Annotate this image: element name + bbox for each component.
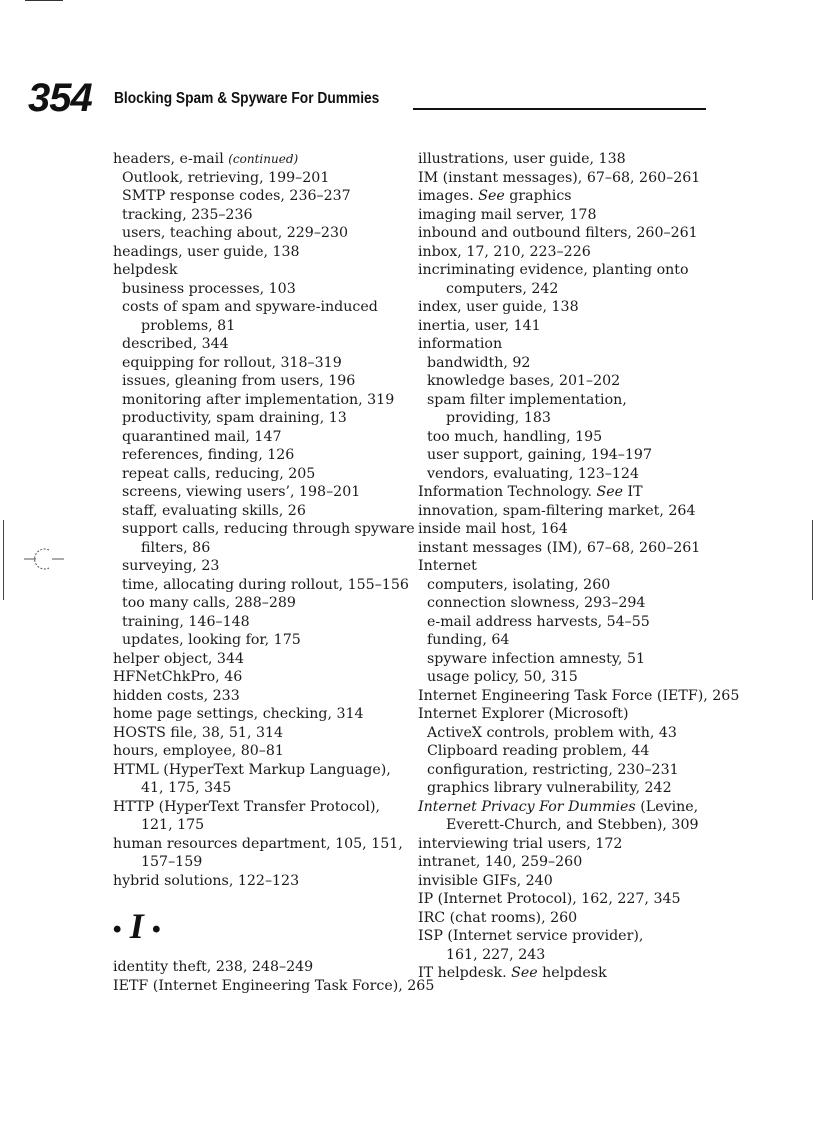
section-dot-right: • — [152, 916, 161, 944]
index-entry — [418, 520, 718, 539]
page-number: 354 — [28, 76, 92, 120]
index-entry — [113, 187, 409, 206]
entry-text: IM (instant messages), 67–68, 260–261 — [418, 169, 701, 186]
entry-text: time, allocating during rollout, 155–156 — [122, 576, 409, 593]
index-entry — [418, 206, 718, 225]
index-entry — [113, 958, 409, 977]
entry-text: identity theft, 238, 248–249 — [113, 959, 314, 975]
index-entry — [113, 502, 409, 521]
section-heading-i — [113, 900, 409, 952]
entry-text: too much, handling, 195 — [427, 428, 603, 445]
entry-text: vendors, evaluating, 123–124 — [427, 465, 639, 482]
index-entry — [113, 650, 409, 669]
entry-text: Everett-Church, and Stebben), 309 — [446, 817, 699, 833]
entry-text: user support, gaining, 194–197 — [427, 447, 652, 463]
entry-text: headings, user guide, 138 — [113, 243, 300, 260]
book-title: Blocking Spam & Spyware For Dummies — [114, 90, 380, 107]
index-entry — [418, 243, 718, 262]
index-entry — [418, 631, 718, 650]
index-entry — [418, 816, 718, 835]
entry-text: too many calls, 288–289 — [122, 595, 296, 611]
entry-text: hybrid solutions, 122–123 — [113, 872, 300, 889]
index-entry — [418, 169, 718, 188]
header-rule — [413, 108, 706, 110]
see-target: graphics — [509, 188, 572, 204]
index-entry — [113, 169, 409, 188]
index-entry — [113, 206, 409, 225]
index-entry — [418, 872, 718, 891]
entry-text: inertia, user, 141 — [418, 317, 541, 334]
index-entry — [113, 631, 409, 650]
index-entry — [113, 280, 409, 299]
entry-text: surveying, 23 — [122, 558, 220, 574]
entry-text: support calls, reducing through spyware — [122, 521, 415, 537]
section-i-entries — [113, 958, 435, 995]
index-entry — [113, 317, 409, 336]
entry-text: intranet, 140, 259–260 — [418, 854, 583, 870]
entry-text: IRC (chat rooms), 260 — [418, 909, 578, 926]
left-entries — [113, 150, 415, 890]
entry-text: users, teaching about, 229–230 — [122, 225, 348, 241]
index-entry — [113, 613, 409, 632]
index-entry — [113, 520, 415, 539]
entry-text: filters, 86 — [141, 539, 211, 556]
index-entry — [418, 576, 718, 595]
entry-text: Information Technology. — [418, 484, 592, 500]
entry-text: references, finding, 126 — [122, 447, 295, 463]
entry-text: interviewing trial users, 172 — [418, 835, 623, 852]
entry-text: HOSTS file, 38, 51, 314 — [113, 724, 284, 741]
index-entry — [418, 613, 718, 632]
entry-text: Clipboard reading problem, 44 — [427, 743, 650, 759]
entry-text: IP (Internet Protocol), 162, 227, 345 — [418, 891, 681, 907]
index-entry — [418, 317, 718, 336]
index-entry — [418, 372, 718, 391]
entry-text: hours, employee, 80–81 — [113, 743, 284, 759]
entry-text: knowledge bases, 201–202 — [427, 373, 621, 389]
index-entry — [418, 428, 718, 447]
index-entry — [113, 428, 409, 447]
index-entry — [113, 409, 409, 428]
index-entry — [418, 890, 718, 909]
index-entry — [418, 539, 718, 558]
index-entry — [113, 594, 409, 613]
entry-text: spyware infection amnesty, 51 — [427, 650, 645, 667]
index-entry — [418, 409, 718, 428]
index-entry — [113, 243, 409, 262]
entry-text: monitoring after implementation, 319 — [122, 391, 395, 408]
entry-text: Outlook, retrieving, 199–201 — [122, 169, 330, 186]
index-entry — [418, 909, 718, 928]
index-entry — [113, 742, 409, 761]
index-entry — [113, 298, 409, 317]
index-entry — [418, 150, 718, 169]
entry-continued: (continued) — [228, 152, 299, 166]
registration-mark-icon — [22, 546, 66, 572]
entry-text: computers, isolating, 260 — [427, 576, 611, 593]
entry-text: business processes, 103 — [122, 280, 296, 297]
entry-title-italic: Internet Privacy For Dummies — [418, 798, 636, 815]
index-entry — [418, 798, 718, 817]
entry-text: HTML (HyperText Markup Language), — [113, 761, 391, 778]
index-entry — [113, 446, 409, 465]
index-entry — [113, 576, 409, 595]
index-entry — [113, 224, 409, 243]
index-entry — [418, 964, 718, 983]
entry-text: human resources department, 105, 151, — [113, 835, 403, 852]
entry-text: screens, viewing users’, 198–201 — [122, 484, 361, 500]
index-entry — [418, 502, 718, 521]
see-reference: See — [478, 188, 505, 204]
entry-text: connection slowness, 293–294 — [427, 595, 646, 611]
entry-text: headers, e-mail — [113, 151, 224, 167]
entry-text: e-mail address harvests, 54–55 — [427, 613, 650, 630]
index-entry — [113, 872, 409, 891]
index-entry — [113, 977, 435, 996]
entry-text: updates, looking for, 175 — [122, 632, 301, 648]
index-entry — [418, 391, 718, 410]
entry-text: information — [418, 336, 503, 352]
entry-text: invisible GIFs, 240 — [418, 872, 553, 889]
entry-text: described, 344 — [122, 336, 229, 352]
entry-text: problems, 81 — [141, 317, 236, 334]
entry-text: productivity, spam draining, 13 — [122, 410, 347, 426]
index-entry — [418, 927, 718, 946]
index-entry — [418, 742, 718, 761]
entry-text: ActiveX controls, problem with, 43 — [427, 724, 677, 741]
entry-text: helper object, 344 — [113, 650, 245, 667]
index-entry — [113, 465, 409, 484]
entry-text: (Levine, — [640, 798, 699, 815]
index-column-left — [113, 150, 435, 995]
index-entry — [418, 465, 718, 484]
index-entry — [113, 354, 409, 373]
entry-text: incriminating evidence, planting onto — [418, 262, 689, 278]
index-entry — [418, 724, 718, 743]
index-entry — [113, 761, 409, 780]
entry-text: providing, 183 — [446, 410, 551, 426]
entry-text: bandwidth, 92 — [427, 354, 531, 371]
index-entry — [418, 335, 718, 354]
entry-text: HFNetChkPro, 46 — [113, 669, 243, 685]
entry-text: SMTP response codes, 236–237 — [122, 188, 351, 204]
see-reference: See — [596, 484, 624, 500]
index-entry — [113, 835, 409, 854]
index-entry — [113, 798, 409, 817]
index-entry — [113, 261, 409, 280]
index-entry — [418, 835, 718, 854]
index-column-right — [418, 150, 740, 983]
entry-text: images. — [418, 188, 474, 204]
index-entry — [418, 594, 718, 613]
entry-text: home page settings, checking, 314 — [113, 706, 364, 722]
entry-text: Internet Engineering Task Force (IETF), 265 — [418, 687, 740, 704]
entry-text: 157–159 — [141, 854, 203, 870]
index-entry — [113, 724, 409, 743]
entry-text: funding, 64 — [427, 632, 510, 648]
index-entry — [113, 779, 409, 798]
entry-text: IETF (Internet Engineering Task Force), 265 — [113, 977, 435, 994]
index-entry — [113, 853, 409, 872]
see-reference: See — [511, 965, 538, 981]
index-entry — [418, 483, 718, 502]
index-entry — [418, 668, 718, 687]
entry-text: staff, evaluating skills, 26 — [122, 502, 306, 519]
entry-text: repeat calls, reducing, 205 — [122, 465, 316, 482]
index-entry — [418, 650, 718, 669]
entry-text: 121, 175 — [141, 817, 205, 833]
index-entry — [113, 335, 409, 354]
index-entry — [418, 224, 718, 243]
entry-text: index, user guide, 138 — [418, 299, 579, 315]
entry-text: ISP (Internet service provider), — [418, 928, 644, 944]
entry-text: 41, 175, 345 — [141, 780, 232, 796]
entry-text: HTTP (HyperText Transfer Protocol), — [113, 798, 381, 815]
entry-text: instant messages (IM), 67–68, 260–261 — [418, 539, 701, 556]
entry-text: Internet — [418, 558, 477, 574]
index-entry — [113, 150, 409, 169]
index-entry — [113, 539, 409, 558]
index-entry — [113, 391, 409, 410]
entry-text: spam filter implementation, — [427, 391, 627, 408]
entry-text: Internet Explorer (Microsoft) — [418, 706, 629, 722]
entry-text: equipping for rollout, 318–319 — [122, 354, 342, 371]
entry-text: configuration, restricting, 230–231 — [427, 761, 679, 778]
entry-text: illustrations, user guide, 138 — [418, 151, 626, 167]
entry-text: computers, 242 — [446, 280, 559, 297]
index-entry — [418, 853, 718, 872]
index-entry — [113, 816, 409, 835]
index-entry — [418, 705, 718, 724]
index-entry — [113, 705, 409, 724]
index-entry — [113, 687, 409, 706]
index-entry — [113, 557, 409, 576]
index-entry — [418, 557, 718, 576]
entry-text: tracking, 235–236 — [122, 206, 253, 223]
entry-text: imaging mail server, 178 — [418, 206, 597, 223]
entry-text: innovation, spam-filtering market, 264 — [418, 502, 696, 519]
entry-text: costs of spam and spyware-induced — [122, 299, 378, 315]
crop-mark-top — [25, 0, 63, 1]
entry-text: inbox, 17, 210, 223–226 — [418, 243, 591, 260]
entry-text: hidden costs, 233 — [113, 687, 240, 704]
index-entry — [418, 761, 718, 780]
index-entry — [418, 187, 718, 206]
see-target: IT — [627, 484, 643, 500]
index-entry — [418, 261, 718, 280]
index-entry — [418, 446, 718, 465]
index-entry — [418, 779, 718, 798]
right-entries — [418, 150, 740, 983]
entry-text: 161, 227, 243 — [446, 946, 546, 963]
index-entry — [418, 298, 718, 317]
entry-text: graphics library vulnerability, 242 — [427, 780, 672, 796]
entry-text: usage policy, 50, 315 — [427, 669, 578, 685]
index-entry — [418, 280, 718, 299]
trim-line-left — [3, 520, 4, 600]
section-dot-left: • — [113, 916, 122, 944]
index-entry — [418, 946, 718, 965]
index-entry — [418, 687, 740, 706]
entry-text: inbound and outbound filters, 260–261 — [418, 225, 698, 241]
index-entry — [113, 372, 409, 391]
entry-text: quarantined mail, 147 — [122, 428, 282, 445]
page-header — [28, 78, 706, 118]
index-entry — [113, 483, 409, 502]
see-target: helpdesk — [542, 965, 607, 981]
entry-text: inside mail host, 164 — [418, 521, 568, 537]
entry-text: issues, gleaning from users, 196 — [122, 373, 356, 389]
index-entry — [113, 668, 409, 687]
entry-text: IT helpdesk. — [418, 965, 507, 981]
section-letter: I — [129, 906, 144, 946]
trim-line-right — [812, 520, 813, 600]
entry-text: training, 146–148 — [122, 613, 250, 630]
index-entry — [418, 354, 718, 373]
entry-text: helpdesk — [113, 262, 178, 278]
